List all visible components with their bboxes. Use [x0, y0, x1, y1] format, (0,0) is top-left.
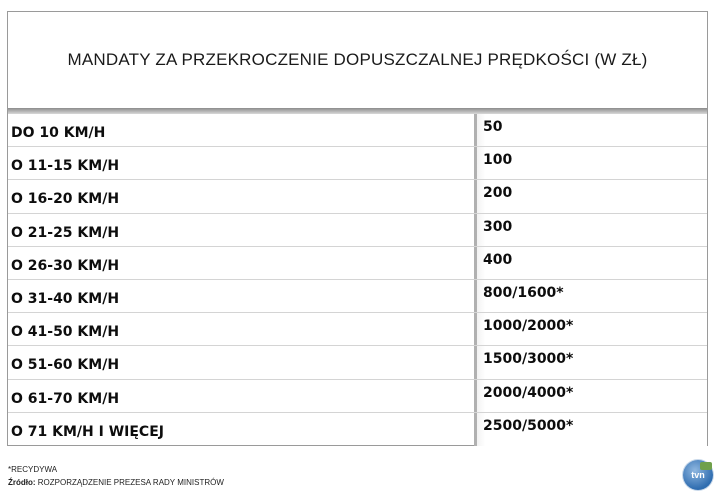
speed-range-cell: O 71 KM/H I WIĘCEJ — [11, 424, 164, 441]
fine-amount-cell: 1000/2000* — [474, 313, 707, 345]
speed-range-cell: O 41-50 KM/H — [11, 324, 120, 341]
fine-amount-cell: 400 — [474, 247, 707, 279]
speed-range-cell: O 21-25 KM/H — [11, 224, 120, 241]
source-text: ROZPORZĄDZENIE PREZESA RADY MINISTRÓW — [37, 478, 224, 487]
table-row — [8, 214, 707, 247]
fine-amount-cell: 200 — [474, 180, 707, 212]
speed-range-cell: O 61-70 KM/H — [11, 390, 120, 407]
table-row — [8, 114, 707, 147]
source-note — [8, 478, 224, 487]
table-row — [8, 247, 707, 280]
fine-amount-cell: 1500/3000* — [474, 346, 707, 378]
table-row — [8, 280, 707, 313]
source-label: Źródło: — [8, 478, 36, 487]
table-body — [8, 114, 707, 446]
fine-amount-cell: 300 — [474, 214, 707, 246]
recidivism-footnote: *RECYDYWA — [8, 465, 58, 474]
fines-table — [7, 11, 708, 446]
table-row — [8, 380, 707, 413]
fine-amount-cell: 2500/5000* — [474, 413, 707, 446]
table-row — [8, 180, 707, 213]
speed-range-cell: O 16-20 KM/H — [11, 191, 120, 208]
table-row — [8, 413, 707, 446]
table-row — [8, 147, 707, 180]
logo-badge-icon — [700, 462, 712, 470]
table-row — [8, 346, 707, 379]
fine-amount-cell: 50 — [474, 114, 707, 146]
table-row — [8, 313, 707, 346]
speed-range-cell: O 26-30 KM/H — [11, 257, 120, 274]
fine-amount-cell: 100 — [474, 147, 707, 179]
logo-text: tvn — [691, 470, 705, 480]
speed-range-cell: O 31-40 KM/H — [11, 291, 120, 308]
fine-amount-cell: 800/1600* — [474, 280, 707, 312]
table-header — [8, 12, 707, 109]
speed-range-cell: DO 10 KM/H — [11, 125, 106, 142]
table-title: MANDATY ZA PRZEKROCZENIE DOPUSZCZALNEJ PRĘDKOŚCI (W ZŁ) — [67, 50, 648, 69]
fine-amount-cell: 2000/4000* — [474, 380, 707, 412]
speed-range-cell: O 11-15 KM/H — [11, 158, 120, 175]
speed-range-cell: O 51-60 KM/H — [11, 357, 120, 374]
